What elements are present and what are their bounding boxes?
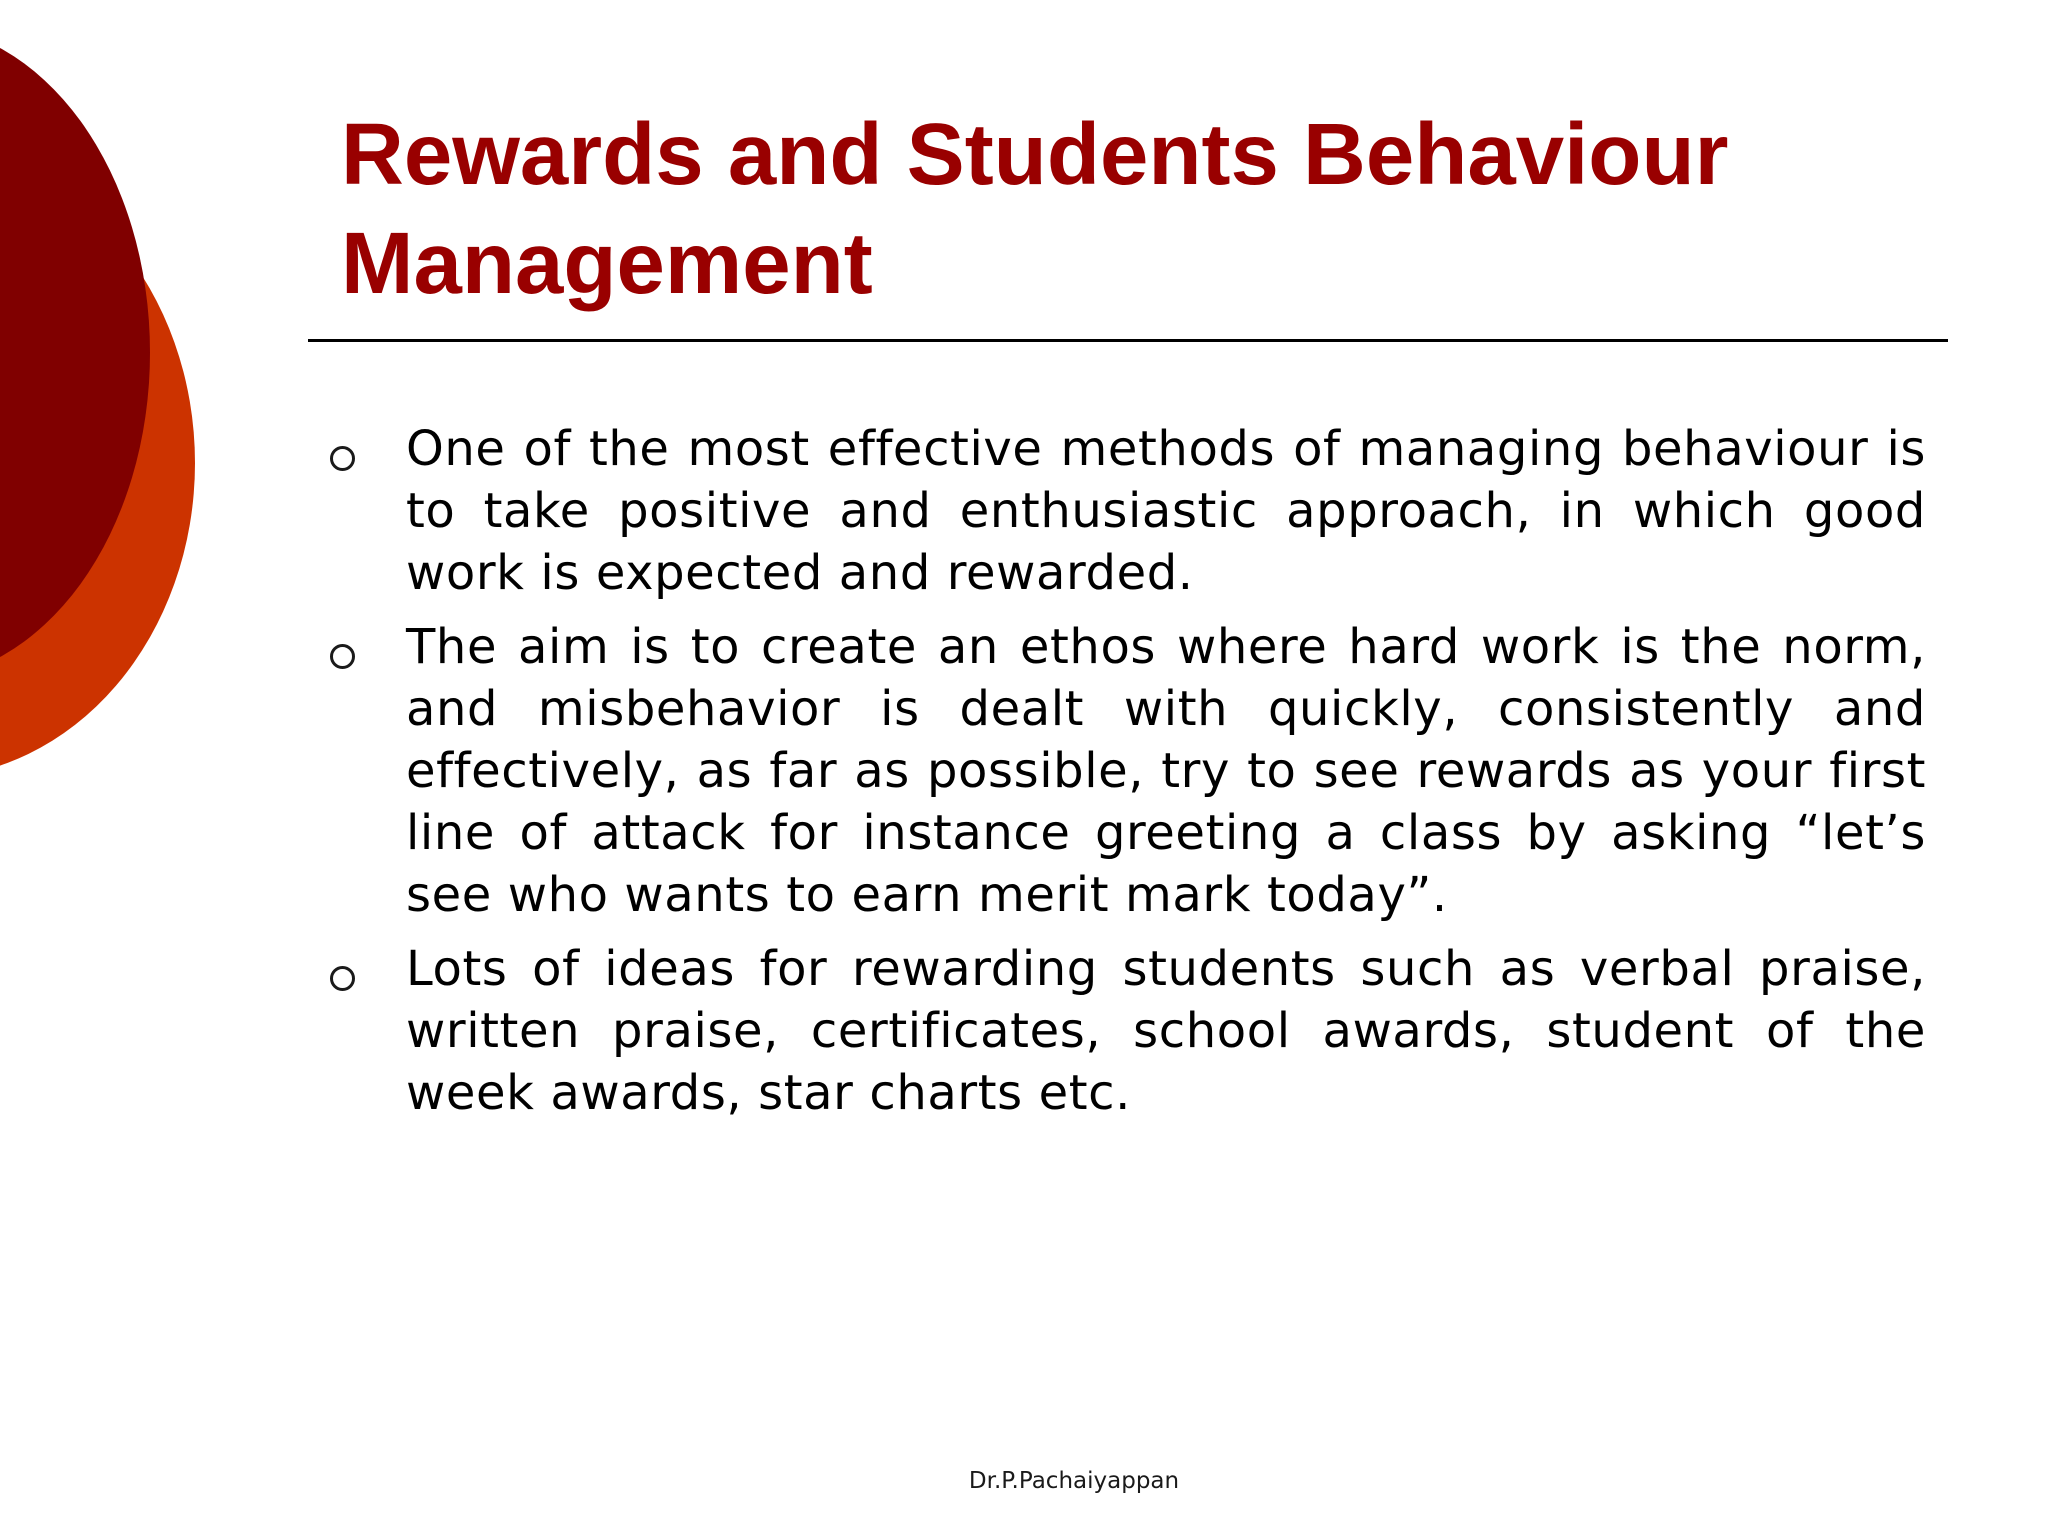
bullet-text: Lots of ideas for rewarding students such as verbal praise, written praise, certificates, school awards, student of the week awards, star charts etc. (406, 941, 1926, 1121)
slide-title: Rewards and Students Behaviour Management (341, 106, 1729, 312)
slide-footer-author: Dr.P.Pachaiyappan (968, 1468, 1180, 1494)
title-divider (308, 339, 1948, 342)
bullet-item (330, 616, 1926, 926)
hollow-circle-bullet-icon (330, 644, 355, 669)
bullet-text: One of the most effective methods of managing behaviour is to take positive and enthusiastic approach, in which good work is expected and rewarded. (406, 421, 1926, 601)
hollow-circle-bullet-icon (330, 966, 355, 991)
bullet-text: The aim is to create an ethos where hard work is the norm, and misbehavior is dealt with quickly, consistently and effectively, as far as possible, try to see rewards as your first line of attack for instance greeting a class by asking “let’s see who wants to earn merit mark today”. (406, 619, 1926, 923)
hollow-circle-bullet-icon (330, 446, 355, 471)
bullet-list (330, 418, 1926, 1136)
bullet-item (330, 418, 1926, 604)
bullet-item (330, 938, 1926, 1124)
